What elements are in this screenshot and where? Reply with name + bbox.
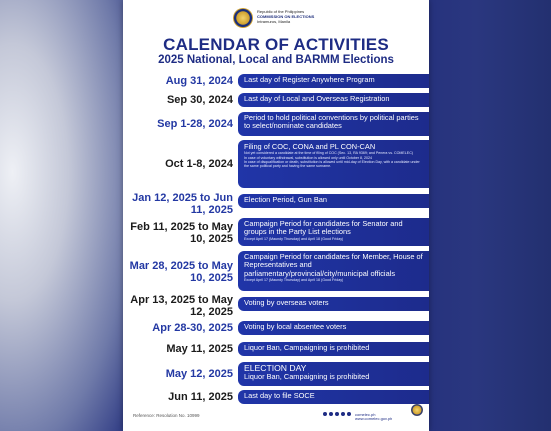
reference-note: Reference: Resolution No. 10999 [133, 413, 200, 418]
activity-bar [238, 390, 429, 404]
page-title: CALENDAR OF ACTIVITIES [163, 35, 389, 54]
poster-header [123, 6, 429, 34]
activity-row [123, 140, 429, 188]
activity-row [123, 218, 429, 248]
activity-date: Apr 28-30, 2025 [152, 322, 233, 334]
agency-name: COMMISSION ON ELECTIONS [257, 14, 315, 19]
activity-note: Except April 17 (Maundy Thursday) and April 18 (Good Friday) [244, 236, 344, 241]
agency-block [257, 9, 314, 24]
activity-text: Campaign Period for candidates for Senator and groups in the Party List elections [244, 219, 403, 237]
activity-text: Last day to file SOCE [244, 391, 315, 400]
activity-date: May 12, 2025 [165, 368, 233, 380]
activity-date: Mar 28, 2025 to May 10, 2025 [129, 260, 233, 284]
activity-bar [238, 342, 429, 356]
website-url: www.comelec.gov.ph [355, 416, 393, 421]
youtube-icon [341, 412, 345, 416]
activity-date: Sep 30, 2024 [166, 94, 233, 106]
activity-date: Jan 12, 2025 to Jun 11, 2025 [132, 192, 233, 216]
activity-row [123, 192, 429, 214]
activity-bar [238, 112, 429, 136]
activity-note: Not yet considered a candidate at the time of filing of COC (Sec. 13, RA 9369; and Penera vs. COMELEC) [244, 151, 413, 156]
activity-bar [238, 218, 429, 246]
instagram-icon [335, 412, 339, 416]
calendar-poster [123, 0, 429, 431]
activity-row [123, 74, 429, 88]
activity-date: Jun 11, 2025 [168, 391, 233, 403]
activity-note: Except April 17 (Maundy Thursday) and April 18 (Good Friday) [244, 278, 344, 283]
page-subtitle: 2025 National, Local and BARMM Elections [158, 54, 394, 66]
activity-bar [238, 74, 429, 88]
activity-text: Election Period, Gun Ban [244, 195, 327, 204]
activity-bar [238, 194, 429, 208]
activity-text: Last day of Local and Overseas Registration [244, 94, 390, 103]
activity-bar [238, 93, 429, 107]
activity-text: Campaign Period for candidates for Member, House of Representatives and parliamentary/provincial/city/municipal officials [244, 252, 423, 278]
activity-note: In case of disqualification or death, substitution is allowed until mid-day of Election Day, with a candidate under the same political party and having the same surname. [244, 159, 420, 169]
activity-row [123, 93, 429, 107]
activity-bar [238, 362, 429, 386]
agency-city: Intramuros, Manila [257, 19, 291, 24]
activity-row [123, 362, 429, 386]
republic-label: Republic of the Philippines [257, 9, 305, 14]
activity-row [123, 251, 429, 291]
activity-row [123, 112, 429, 136]
activity-bar [238, 297, 429, 311]
activity-text: Period to hold political conventions by political parties to select/nominate candidates [244, 113, 419, 131]
activity-row [123, 390, 429, 404]
activity-text: Liquor Ban, Campaigning is prohibited [244, 343, 370, 352]
activity-date: May 11, 2025 [166, 343, 233, 355]
background-right-panel [426, 0, 551, 431]
background-left-blur [0, 0, 125, 431]
comelec-seal-icon [233, 8, 253, 28]
activity-text: Voting by overseas voters [244, 298, 329, 307]
activity-row [123, 342, 429, 356]
activity-date: Oct 1-8, 2024 [165, 158, 233, 170]
tiktok-icon [347, 412, 351, 416]
activity-text: Last day of Register Anywhere Program [244, 75, 375, 84]
activity-bar [238, 251, 429, 291]
activity-row [123, 321, 429, 335]
election-day-heading: ELECTION DAY [244, 363, 307, 373]
activity-date: Apr 13, 2025 to May 12, 2025 [130, 294, 233, 318]
activity-text: Voting by local absentee voters [244, 322, 347, 331]
activity-row [123, 294, 429, 318]
activity-text: Filing of COC, CONA and PL CON-CAN [244, 142, 376, 151]
facebook-icon [323, 412, 327, 416]
activity-date: Feb 11, 2025 to May 10, 2025 [130, 221, 233, 245]
activity-note: In case of voluntary withdrawal, substitution is allowed only until October 8, 2024 [244, 155, 373, 160]
activity-bar [238, 140, 429, 188]
activity-text: Liquor Ban, Campaigning is prohibited [244, 372, 370, 382]
activity-date: Sep 1-28, 2024 [157, 118, 233, 130]
comelec-footer-seal-icon [411, 404, 423, 416]
activity-bar [238, 321, 429, 335]
activity-date: Aug 31, 2024 [165, 75, 233, 87]
social-handle: comelec.ph [355, 411, 376, 417]
twitter-icon [329, 412, 333, 416]
